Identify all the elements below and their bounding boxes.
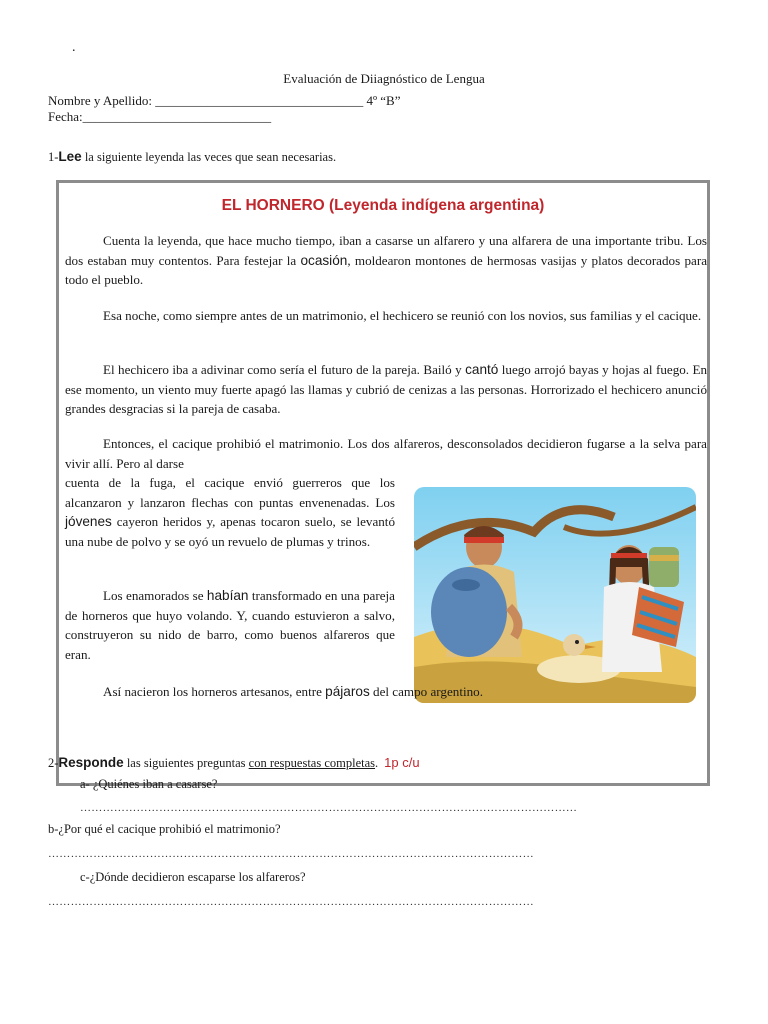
- document-title: Evaluación de Diiagnóstico de Lengua: [283, 71, 485, 86]
- story-paragraph-2: Esa noche, como siempre antes de un matrimonio, el hechicero se reunió con los novios, sus familias y el cacique.: [103, 308, 702, 323]
- instruction-read: [48, 149, 336, 165]
- instruction-verb: Responde: [58, 755, 124, 770]
- stray-dot: .: [72, 40, 76, 55]
- hornero-couple-illustration: [414, 487, 696, 703]
- answer-line-c[interactable]: …………………………………………………………………………………………………………………: [48, 896, 534, 908]
- instruction-text: la siguiente leyenda las veces que sean necesarias.: [81, 150, 337, 164]
- question-b: b-¿Por qué el cacique prohibió el matrimonio?: [48, 822, 281, 836]
- date-line: Fecha:_____________________________: [48, 109, 272, 124]
- answer-line-a[interactable]: ……………………………………………………………………………………………………………………: [80, 802, 578, 814]
- instruction-text: las siguientes preguntas: [123, 756, 249, 770]
- instruction-answer: 2-Responde las siguientes preguntas con respuestas completas. 1p c/u: [48, 755, 420, 770]
- story-paragraph-4-continued: cuenta de la fuga, el cacique envió guerreros que los alcanzaron y lanzaron flechas con puntas envenenadas. Los jóvenes cayeron heridos y, apenas tocaron suelo, se levantó una nube de polvo y se oyó un revuelo de plumas y trinos.: [65, 475, 395, 549]
- instruction-number: 2-: [48, 756, 59, 770]
- story-paragraph-4: Entonces, el cacique prohibió el matrimonio. Los dos alfareros, desconsolados decidieron fugarse a la selva para vivir allí. Pero al darse: [65, 436, 707, 471]
- instruction-verb: Lee: [58, 149, 82, 164]
- instruction-number: 1-: [48, 150, 59, 164]
- points-badge: 1p c/u: [384, 755, 420, 770]
- story-paragraph-3: El hechicero iba a adivinar como sería el futuro de la pareja. Bailó y cantó luego arrojó bayas y hojas al fuego. En ese momento, un viento muy fuerte apagó las llamas y cubrió de cenizas a las personas. Horrorizado el hechicero anunció grandes desgracias si la pareja de casaba.: [65, 362, 708, 416]
- story-paragraph-6: Así nacieron los horneros artesanos, entre pájaros del campo argentino.: [103, 684, 483, 699]
- name-line: Nombre y Apellido: ________________________________ 4º “B”: [48, 93, 401, 108]
- story-illustration: [414, 487, 696, 703]
- instruction-emphasis: con respuestas completas: [248, 756, 376, 770]
- question-a: a- ¿Quiénes iban a casarse?: [80, 777, 218, 791]
- story-paragraph-1: Cuenta la leyenda, que hace mucho tiempo, iban a casarse un alfarero y una alfarera de una importante tribu. Los dos estaban muy contentos. Para festejar la ocasión, moldearon montones de hermosas vasijas y platos decorados para todo el pueblo.: [65, 233, 708, 287]
- answer-line-b[interactable]: …………………………………………………………………………………………………………………: [48, 848, 534, 860]
- story-title: EL HORNERO (Leyenda indígena argentina): [221, 197, 545, 214]
- story-paragraph-5: Los enamorados se habían transformado en una pareja de horneros que huyo volando. Y, cuando estuvieron a salvo, construyeron su nido de barro, como buenos alfareros que eran.: [65, 588, 395, 662]
- question-c: c-¿Dónde decidieron escaparse los alfareros?: [80, 870, 306, 884]
